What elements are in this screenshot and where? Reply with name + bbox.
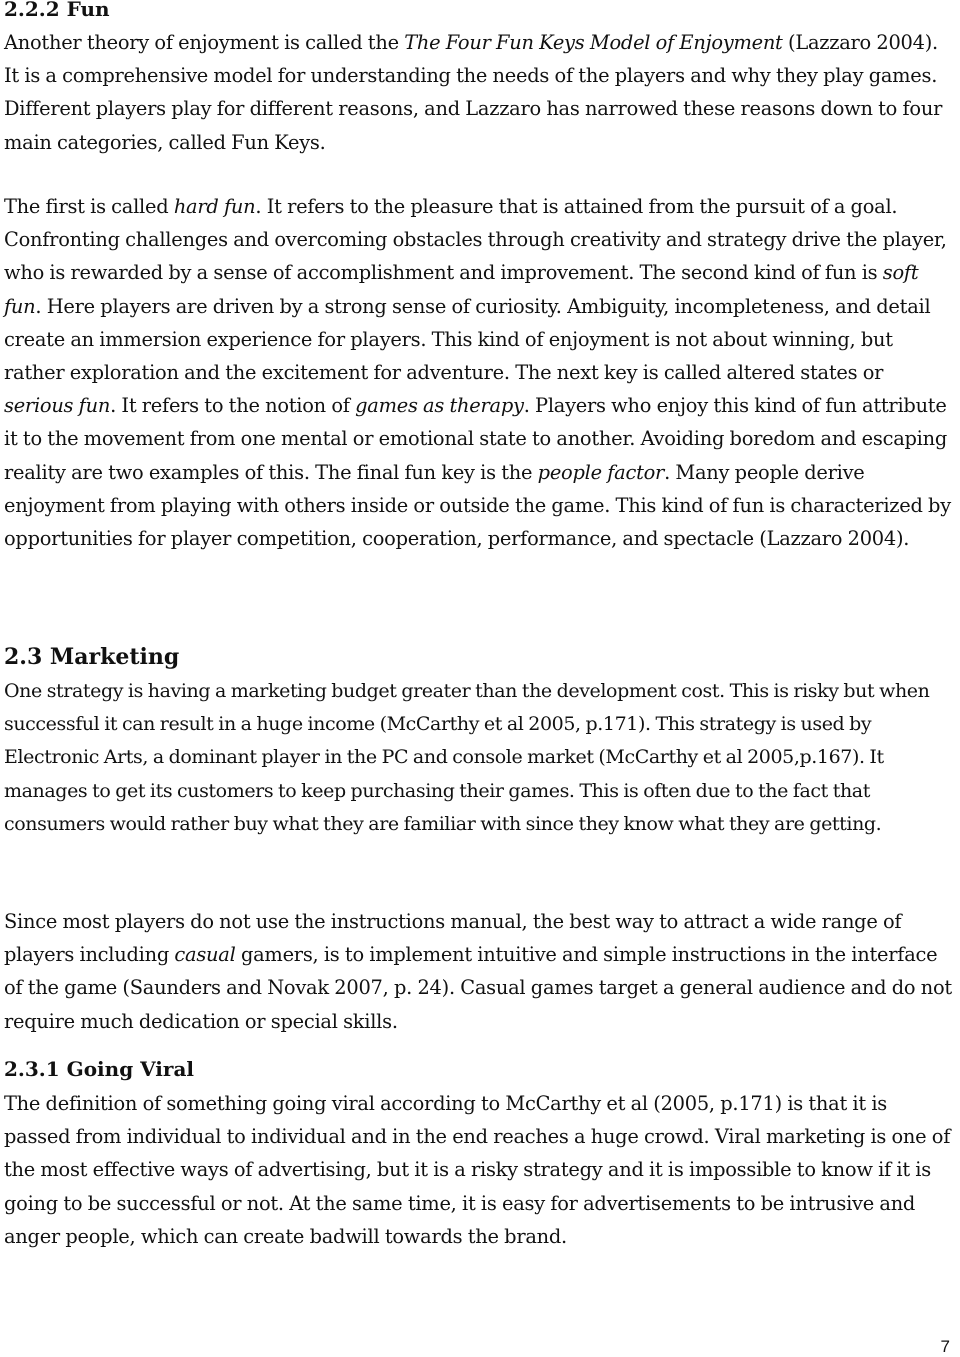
model-name: The Four Fun Keys Model of Enjoyment [404,31,783,54]
paragraph-fun-intro [4,26,956,159]
heading-marketing: 2.3 Marketing [4,644,180,670]
term-soft-fun: soft fun [4,261,919,318]
paragraph-marketing-budget: One strategy is having a marketing budget greater than the development cost. This is risky but when successful it can result in a huge income (McCarthy et al 2005, p.171). This strategy is used by Electronic Arts, a dominant player in the PC and console market (McCarthy et al 2005,p.167). It manages to get its customers to keep purchasing their games. This is often due to the fact that consumers would rather buy what they are familiar with since they know what they are getting. [4,680,930,835]
text-run: The first is called [4,195,174,218]
term-games-as-therapy: games as therapy [355,394,524,418]
text-run: . Players who enjoy this kind of fun attribute it to the movement from one mental or emotional state to another. Avoiding boredom and escaping reality are two examples of this. The final fun key is the [4,394,948,484]
text-run: . It refers to the notion of [110,394,356,418]
paragraph-casual-gamers [4,905,956,1038]
text-run: . Many people derive enjoyment from playing with others inside or outside the game. This kind of fun is characterized by opportunities for player competition, cooperation, performance, and spectacle (Lazzaro 2004). [4,460,951,551]
paragraph-fun-keys [4,190,956,555]
text-run: . It refers to the pleasure that is attained from the pursuit of a goal. Confronting challenges and overcoming obstacles through creativity and strategy drive the player, who is rewarded by a sense of accomplishment and improvement. The second kind of fun is [4,195,947,285]
text-run: . Here players are driven by a strong sense of curiosity. Ambiguity, incompleteness, and detail create an immersion experience for players. This kind of enjoyment is not about winning, but rather exploration and the excitement for adventure. The next key is called altered states or [4,294,931,385]
paragraph-going-viral: The definition of something going viral according to McCarthy et al (2005, p.171) is that it is passed from individual to individual and in the end reaches a huge crowd. Viral marketing is one of the most effective ways of advertising, but it is a risky strategy and it is impossible to know if it is going to be successful or not. At the same time, it is easy for advertisements to be intrusive and anger people, which can create badwill towards the brand. [4,1092,951,1248]
text-run: Since most players do not use the instructions manual, the best way to attract a wide range of players including [4,910,902,967]
term-serious-fun: serious fun [4,394,111,418]
term-casual: casual [174,943,236,967]
heading-going-viral: 2.3.1 Going Viral [4,1057,194,1081]
heading-fun: 2.2.2 Fun [4,0,110,21]
text-run: Another theory of enjoyment is called the [4,31,405,54]
term-hard-fun: hard fun [173,195,256,218]
text-run: (Lazzaro 2004). It is a comprehensive model for understanding the needs of the players and why they play games. Different players play for different reasons, and Lazzaro has narrowed these reasons down to four main categories, called Fun Keys. [4,31,943,154]
term-people-factor: people factor [537,460,665,484]
page-number: 7 [940,1337,950,1356]
text-run: gamers, is to implement intuitive and simple instructions in the interface of the game (Saunders and Novak 2007, p. 24). Casual games target a general audience and do not require much dedication or special skills. [4,943,952,1033]
